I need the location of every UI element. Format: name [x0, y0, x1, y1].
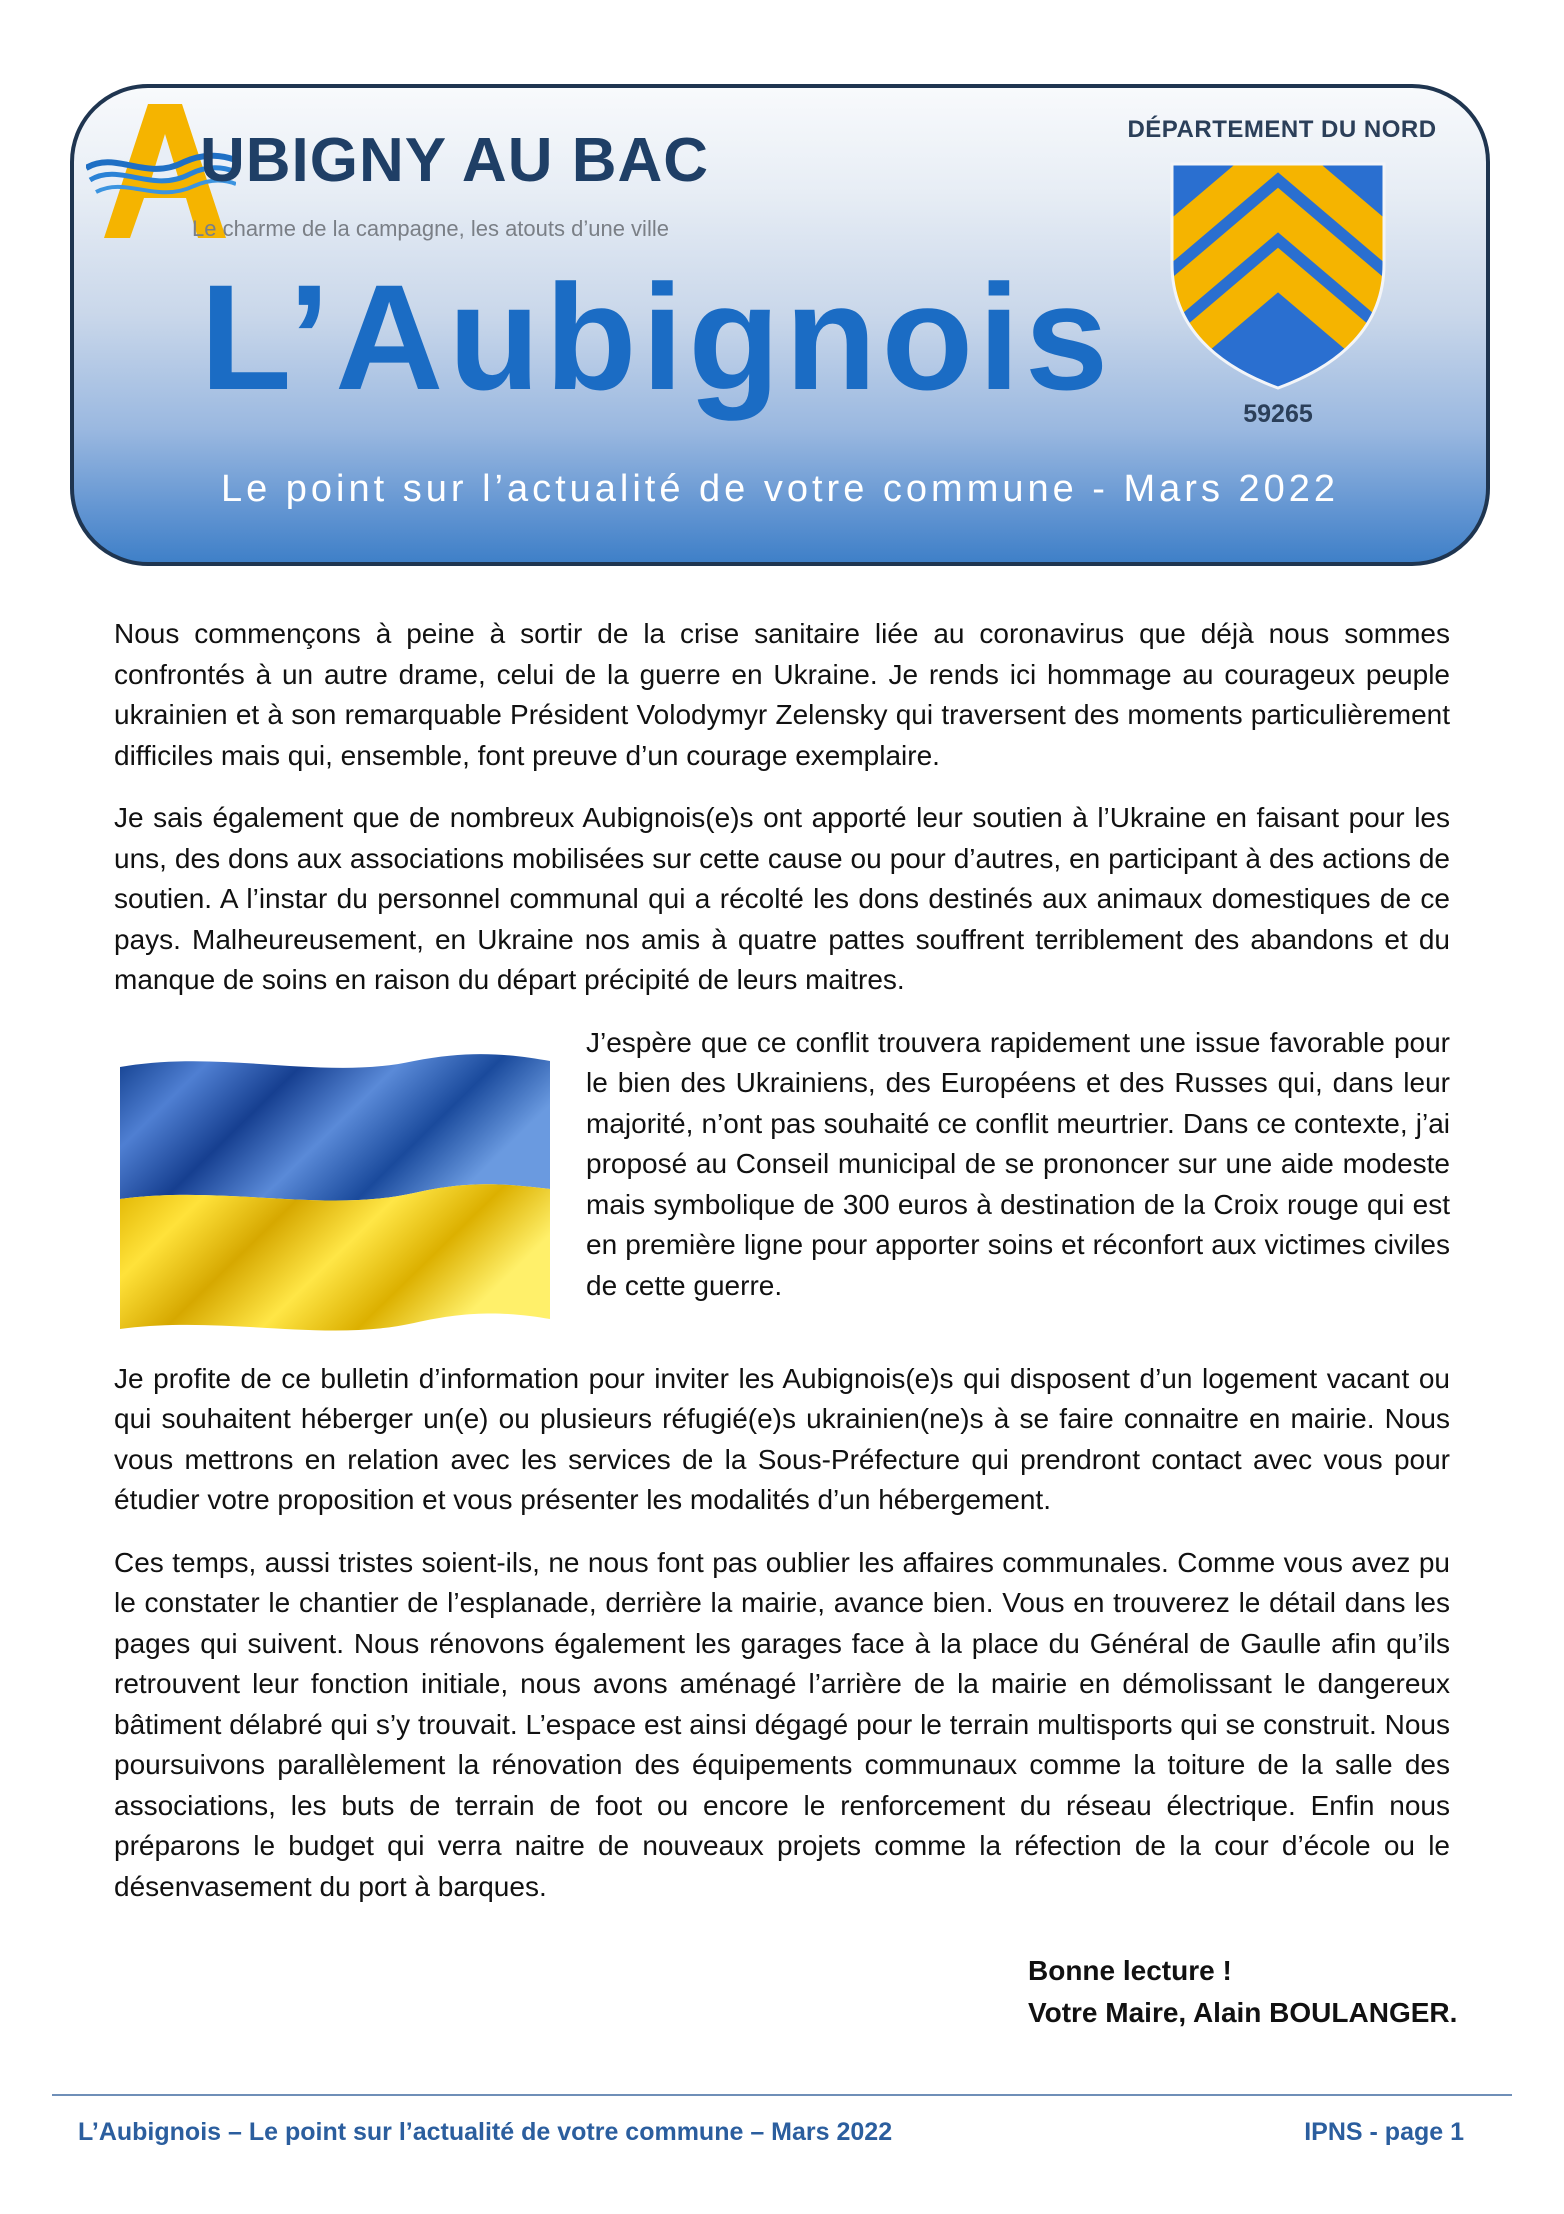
paragraph-4: Je profite de ce bulletin d’information pour inviter les Aubignois(e)s qui disposent d’un logement vacant ou qui souhaitent héberger un(e) ou plusieurs réfugié(e)s ukrainien(ne)s à se faire connaitre en mairie. Nous vous mettrons en relation avec les services de la Sous-Préfecture qui prendront contact avec vous pour étudier votre proposition et vous présenter les modalités d’un hébergement. [114, 1362, 1450, 1515]
paragraph-1: Nous commençons à peine à sortir de la crise sanitaire liée au coronavirus que déjà nous sommes confrontés à un autre drame, celui de la guerre en Ukraine. Je rends ici hommage au courageux peuple ukrainien et à son remarquable Président Volodymyr Zelensky qui traversent des moments particulièrement difficiles mais qui, ensemble, font preuve d’un courage exemplaire. [114, 618, 1450, 771]
department-label: DÉPARTEMENT DU NORD [1127, 116, 1437, 143]
town-name: UBIGNY AU BAC [200, 126, 710, 195]
chevrons-shield-icon [1168, 160, 1388, 392]
town-tagline: Le charme de la campagne, les atouts d’une ville [192, 216, 669, 241]
paragraph-5: Ces temps, aussi tristes soient-ils, ne nous font pas oublier les affaires communales. Comme vous avez pu le constater le chantier de l’esplanade, derrière la mairie, avance bien. Vous en trouverez le détail dans les pages qui suivent. Nous rénovons également les garages face à la place du Général de Gaulle afin qu’ils retrouvent leur fonction initiale, nous avons aménagé l’arrière de la mairie en démolissant le dangereux bâtiment délabré qui s’y trouvait. L’espace est ainsi dégagé pour le terrain multisports qui se construit. Nous poursuivons parallèlement la rénovation des équipements communaux comme la toiture de la salle des associations, les buts de terrain de foot ou encore le renforcement du réseau électrique. Enfin nous préparons le budget qui verra naitre de nouveaux projets comme la réfection de la cour d’école ou le désenvasement du port à barques. [114, 1546, 1450, 1902]
signoff-signature: Votre Maire, Alain BOULANGER. [1028, 1997, 1458, 2028]
ukraine-flag-image [114, 1047, 554, 1337]
paragraph-2: Je sais également que de nombreux Aubignois(e)s ont apporté leur soutien à l’Ukraine en faisant pour les uns, des dons aux associations mobilisées sur cette cause ou pour d’autres, en participant à des actions de soutien. A l’instar du personnel communal qui a récolté les dons destinés aux animaux domestiques de ce pays. Malheureusement, en Ukraine nos amis à quatre pattes souffrent terriblement des abandons et du manque de soins en raison du départ précipité de leurs maitres. [114, 802, 1450, 995]
signoff-block [1028, 1950, 1457, 2034]
flag-paragraph-block [114, 1023, 1450, 1337]
newsletter-subtitle: Le point sur l’actualité de votre commune - Mars 2022 [220, 468, 1340, 510]
postcode: 59265 [1243, 400, 1313, 428]
signoff-greeting: Bonne lecture ! [1028, 1955, 1232, 1986]
mayor-editorial [114, 614, 1450, 1929]
newsletter-title: L’Aubignois [200, 253, 1114, 421]
paragraph-3: J’espère que ce conflit trouvera rapidement une issue favorable pour le bien des Ukrainiens, des Européens et des Russes qui, dans leur majorité, n’ont pas souhaité ce conflit meurtrier. Dans ce contexte, j’ai proposé au Conseil municipal de se prononcer sur une aide modeste mais symbolique de 300 euros à destination de la Croix rouge qui est en première ligne pour apporter soins et réconfort aux victimes civiles de cette guerre. [586, 1026, 1450, 1301]
footer-title: L’Aubignois – Le point sur l’actualité de votre commune – Mars 2022 [78, 2118, 893, 2146]
footer-page-number: IPNS - page 1 [1304, 2118, 1464, 2146]
footer-divider [52, 2094, 1512, 2096]
